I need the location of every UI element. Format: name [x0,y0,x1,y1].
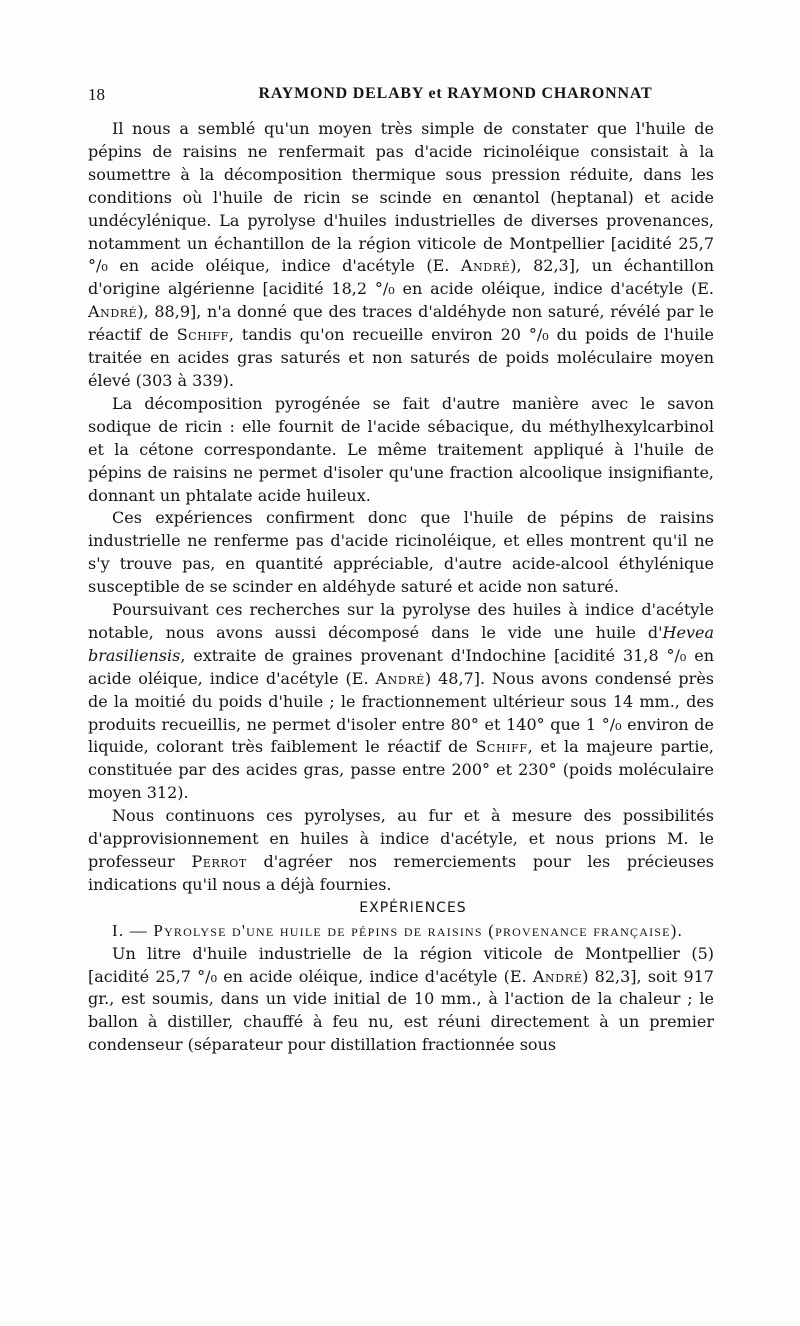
author-name: André [375,668,425,688]
text-run: , extraite de graines provenant d'Indochine [acidité 31,8 °/₀ en acide oléique, indice d'acétyle (E. [88,645,714,688]
author-name: André [532,966,583,986]
author-name: André [460,256,511,276]
page-number: 18 [88,85,105,104]
latin-name: Hevea brasiliensis [88,622,714,665]
paragraph [88,943,714,1058]
author-name: Perrot [191,852,247,871]
main-text [88,118,714,1057]
text-run: ) 48,7]. Nous avons condensé près de la moitié du poids d'huile ; le fractionnement ultérieur sous 14 mm., des produits recueillis, ne permet d'isoler entre 80° et 140° que 1 °/₀ environ de liquide, colorant très faiblement le réactif de [88,668,714,757]
subsection-heading: I. — Pyrolyse d'une huile de pépins de raisins (provenance française). [112,920,683,940]
text-run: Poursuivant ces recherches sur la pyrolyse des huiles à indice d'acétyle notable, nous avons aussi décomposé dans le vide une huile d' [88,600,714,642]
paragraph: La décomposition pyrogénée se fait d'autre manière avec le savon sodique de ricin : elle fournit de l'acide sébacique, du méthylhexylcarbinol et la cétone correspondante. Le même traitement appliqué à l'huile de pépins de raisins ne permet d'isoler qu'une fraction alcoolique insignifiante, donnant un phtalate acide huileux. [88,393,714,505]
paragraph: Ces expériences confirment donc que l'huile de pépins de raisins industrielle ne renferme pas d'acide ricinoléique, et elles montrent qu'il ne s'y trouve pas, en quantité appréciable, d'autre acide-alcool éthylénique susceptible de se scinder en aldéhyde saturé et acide non saturé. [88,508,714,597]
paragraph [88,805,714,897]
section-heading: EXPÉRIENCES [359,899,467,916]
text-run: Un litre d'huile industrielle de la région viticole de Montpellier (5) [acidité 25,7 °/₀ en acide oléique, indice d'acétyle (E. [88,943,714,986]
running-title: RAYMOND DELABY et RAYMOND CHARONNAT [258,85,653,102]
text-run: ), 88,9], n'a donné que des traces d'aldéhyde non saturé, révélé par le réactif de [88,302,714,345]
paragraph [88,599,714,805]
text-run: , tandis qu'on recueille environ 20 °/₀ du poids de l'huile traitée en acides gras saturés et non saturés de poids moléculaire moyen élevé (303 à 339). [88,325,714,390]
text-run: ), 82,3], un échantillon d'origine algérienne [acidité 18,2 °/₀ en acide oléique, indice d'acétyle (E. [88,256,715,299]
text-run: d'agréer nos remerciements pour les précieuses indications qu'il nous a déjà fournies. [88,852,714,894]
author-name: Schiff [475,737,528,757]
author-name: André [88,302,138,322]
author-name: Schiff [176,325,229,345]
text-run: Nous continuons ces pyrolyses, au fur et à mesure des possibilités d'approvisionnement en huiles à indice d'acétyle, et nous prions M. le professeur [88,806,714,871]
text-run: , et la majeure partie, constituée par des acides gras, passe entre 200° et 230° (poids moléculaire moyen 312). [88,737,715,803]
text-run: ) 82,3], soit 917 gr., est soumis, dans un vide initial de 10 mm., à l'action de la chaleur ; le ballon à distiller, chauffé à feu nu, est réuni directement à un premier condenseur (séparateur pour distillation fractionnée sous [88,966,714,1055]
page-header [88,85,713,109]
text-run: Il nous a semblé qu'un moyen très simple de constater que l'huile de pépins de raisins ne renfermait pas d'acide ricinoléique consistait à la soumettre à la décomposition thermique sous pression réduite, dans les conditions où l'huile de ricin se scinde en œnantol (heptanal) et acide undécylénique. La pyrolyse d'huiles industrielles de diverses provenances, notamment un échantillon de la région viticole de Montpellier [acidité 25,7 °/₀ en acide oléique, indice d'acétyle (E. [88,119,714,276]
paragraph [88,118,714,393]
